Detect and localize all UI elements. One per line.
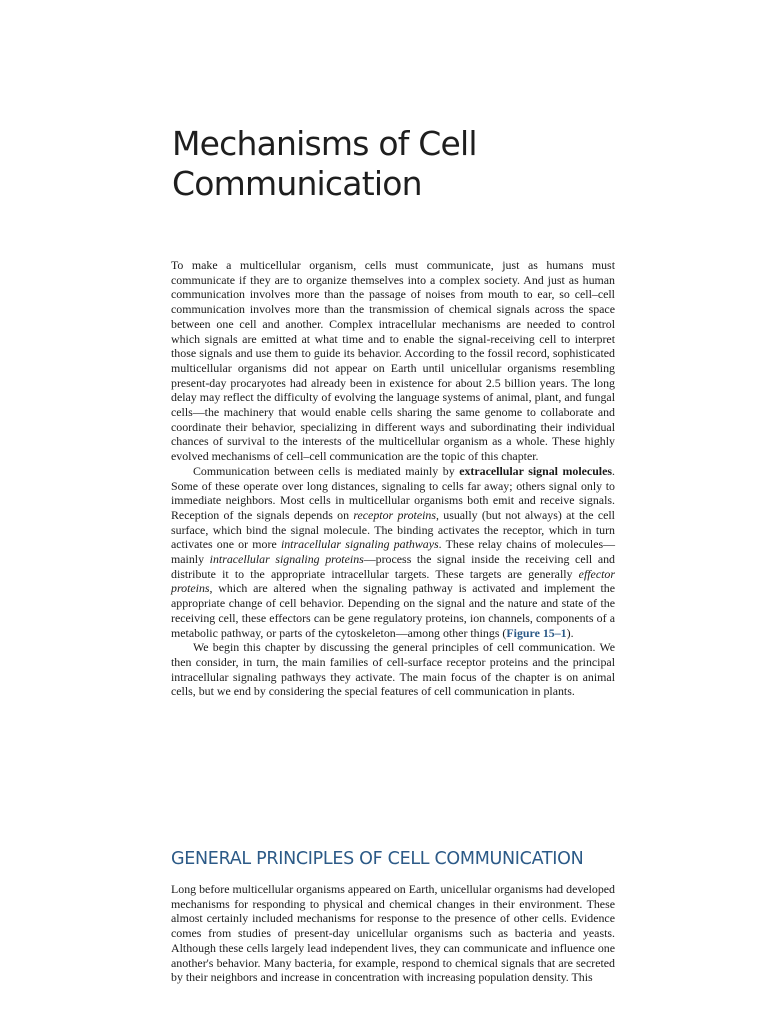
- intro-p2-text-e: —process the signal inside the receiving cell and distribute it to the appropriate intracellular targets. These targets are generally: [171, 552, 615, 581]
- figure-reference-link[interactable]: Figure 15–1: [506, 625, 567, 640]
- intro-p2-text-f: , which are altered when the signaling pathway is activated and implement the appropriate change of cell behavior. Depending on the signal and the nature and state of the receiving cell, these effectors can be gene regulatory proteins, ion channels, components of a metabolic pathway, or parts of the cytoskeleton—among other things (: [171, 581, 615, 640]
- section-paragraph-1: Long before multicellular organisms appeared on Earth, unicellular organisms had developed mechanisms for responding to physical and chemical changes in their environment. These almost certainly included mechanisms for response to the presence of other cells. Evidence comes from studies of present-day unicellular organisms such as bacteria and yeasts. Although these cells largely lead independent lives, they can communicate and influence one another's behavior. Many bacteria, for example, respond to chemical signals that are secreted by their neighbors and increase in concentration with increasing population density. This: [171, 882, 615, 985]
- chapter-title-line-1: Mechanisms of Cell: [172, 124, 477, 163]
- intro-p2-text-c: , usually (but not always) at the cell surface, which bind the signal molecule. The binding activates the receptor, which in turn activates one or more: [171, 507, 615, 552]
- intro-paragraph-3: We begin this chapter by discussing the general principles of cell communication. We then consider, in turn, the main families of cell-surface receptor proteins and the principal intracellular signaling pathways they activate. The main focus of the chapter is on animal cells, but we end by considering the special features of cell communication in plants.: [171, 640, 615, 699]
- chapter-introduction: [171, 258, 615, 699]
- intro-paragraph-2: [171, 464, 615, 640]
- intro-paragraph-1: To make a multicellular organism, cells must communicate, just as humans must communicate if they are to organize themselves into a complex society. And just as human communication involves more than the passage of noises from mouth to ear, so cell–cell communication involves more than the transmission of chemical signals across the space between one cell and another. Complex intracellular mechanisms are needed to control which signals are emitted at what time and to enable the signal-receiving cell to interpret those signals and use them to guide its behavior. According to the fossil record, sophisticated multicellular organisms did not appear on Earth until unicellular organisms resembling present-day procaryotes had already been in existence for about 2.5 billion years. The long delay may reflect the difficulty of evolving the language systems of animal, plant, and fungal cells—the machinery that would enable cells sharing the same genome to collaborate and coordinate their behavior, specializing in different ways and subordinating their individual chances of survival to the interests of the multicellular organism as a whole. These highly evolved mechanisms of cell–cell communication are the topic of this chapter.: [171, 258, 615, 464]
- term-intracellular-signaling-pathways: intracellular signaling pathways: [280, 537, 439, 552]
- intro-p2-text-a: Communication between cells is mediated mainly by: [193, 463, 460, 478]
- chapter-title-line-2: Communication: [172, 164, 422, 203]
- term-receptor-proteins: receptor proteins: [353, 507, 436, 522]
- intro-p2-text-b: . Some of these operate over long distances, signaling to cells far away; others signal only to immediate neighbors. Most cells in multicellular organisms both emit and receive signals. Reception of the signals depends on: [171, 463, 615, 522]
- section-heading: GENERAL PRINCIPLES OF CELL COMMUNICATION: [171, 849, 584, 869]
- term-effector-proteins: effector proteins: [171, 566, 615, 596]
- intro-p2-text-d: . These relay chains of molecules—mainly: [171, 537, 615, 567]
- section-body: [171, 882, 615, 985]
- term-intracellular-signaling-proteins: intracellular signaling proteins: [209, 552, 364, 567]
- key-term-extracellular-signal-molecules: extracellular signal molecules: [459, 463, 613, 478]
- intro-p2-text-g: ).: [566, 625, 574, 640]
- chapter-title: [172, 124, 632, 204]
